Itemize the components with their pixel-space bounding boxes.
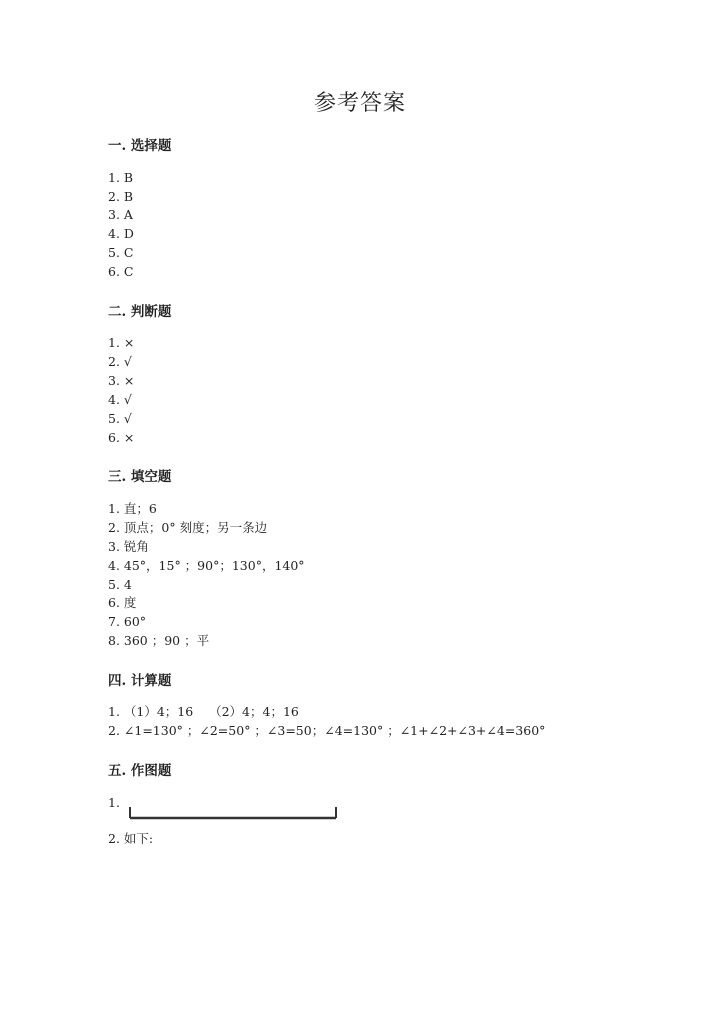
answer-line: 2. 如下:: [108, 831, 154, 846]
answer-line: 4. 45°，15° ；90°；130°，140°: [108, 558, 305, 573]
section-heading-calculation: 四. 计算题: [108, 673, 172, 689]
answer-line: 2. √: [108, 354, 132, 369]
answer-line: 7. 60°: [108, 614, 147, 629]
answer-line: 3. 锐角: [108, 539, 149, 554]
answer-line: 1. ×: [108, 335, 135, 350]
answer-line: 5. 4: [108, 577, 132, 592]
answer-line: 1. （1）4；16 （2）4；4；16: [108, 704, 299, 719]
section-heading-judgement: 二. 判断题: [108, 304, 172, 320]
page-title: 参考答案: [313, 91, 406, 116]
answer-line: 3. ×: [108, 373, 135, 388]
line-segment-figure: [128, 806, 338, 820]
answer-line: 6. C: [108, 264, 134, 279]
section-heading-fill-blank: 三. 填空题: [108, 469, 172, 485]
answer-line: 2. 顶点；0° 刻度；另一条边: [108, 520, 268, 535]
answer-line: 2. ∠1=130° ；∠2=50° ；∠3=50；∠4=130° ；∠1+∠2+∠3+∠4=360°: [108, 723, 546, 738]
answer-line: 3. A: [108, 207, 133, 222]
answer-line: 1.: [108, 795, 120, 810]
answer-line: 2. B: [108, 189, 134, 204]
answer-line: 6. 度: [108, 595, 137, 610]
answer-line: 5. C: [108, 245, 134, 260]
answer-line: 8. 360 ；90 ；平: [108, 633, 210, 648]
answer-line: 6. ×: [108, 430, 135, 445]
answer-line: 1. B: [108, 170, 134, 185]
section-heading-choice: 一. 选择题: [108, 138, 172, 154]
answer-line: 1. 直；6: [108, 501, 157, 516]
answer-line: 5. √: [108, 411, 132, 426]
answer-line: 4. D: [108, 226, 134, 241]
section-heading-drawing: 五. 作图题: [108, 763, 172, 779]
answer-line: 4. √: [108, 392, 132, 407]
